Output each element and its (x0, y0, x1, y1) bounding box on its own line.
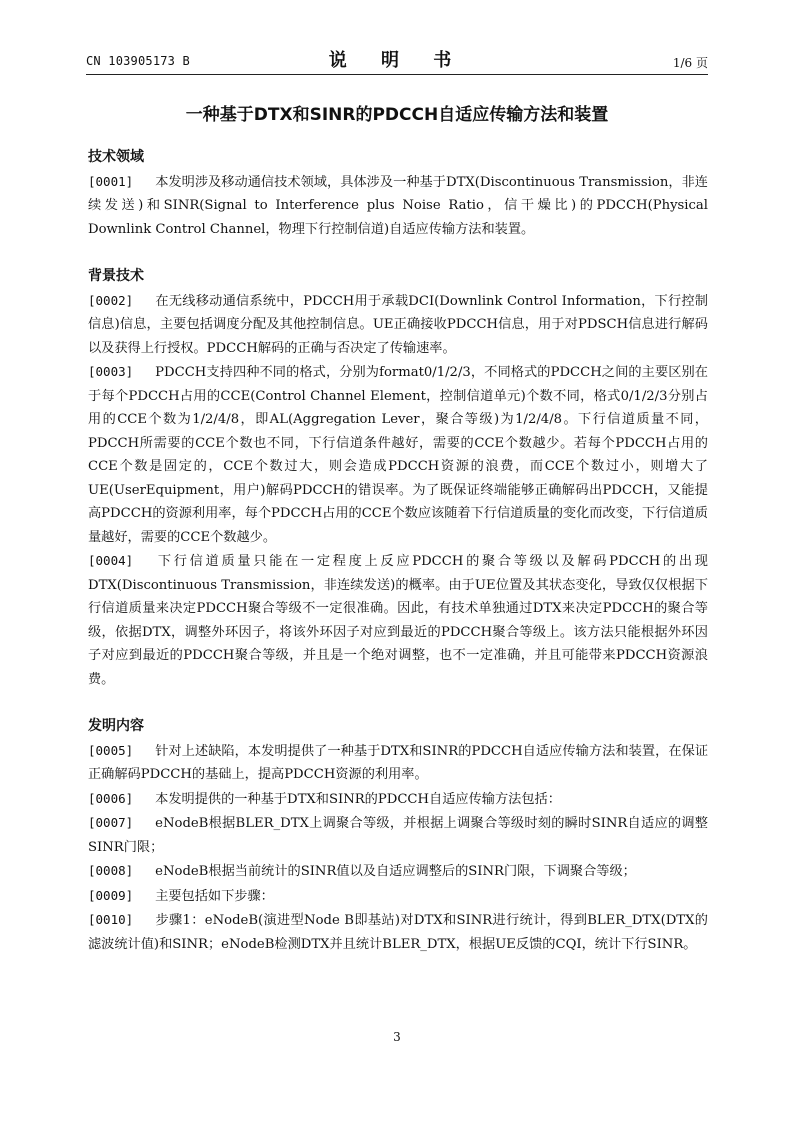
paragraph-text: 针对上述缺陷，本发明提供了一种基于DTX和SINR的PDCCH自适应传输方法和装置，在保证正确解码PDCCH的基础上，提高PDCCH资源的利用率。 (88, 743, 708, 782)
paragraph (88, 884, 708, 909)
paragraph-text: 在无线移动通信系统中，PDCCH用于承载DCI(Downlink Control Information，下行控制信息)信息，主要包括调度分配及其他控制信息。UE正确接收PDCCH信息，用于对PDSCH信息进行解码以及获得上行授权。PDCCH解码的正确与否决定了传输速率。 (88, 293, 708, 356)
paragraph-number: [0002] (88, 292, 134, 308)
paragraph-text: 下行信道质量只能在一定程度上反应PDCCH的聚合等级以及解码PDCCH的出现DTX(Discontinuous Transmission，非连续发送)的概率。由于UE位置及其状态变化，导致仅仅根据下行信道质量来决定PDCCH聚合等级不一定很准确。因此，有技术单独通过DTX来决定PDCCH的聚合等级，依据DTX，调整外环因子，将该外环因子对应到最近的PDCCH聚合等级上。该方法只能根据外环因子对应到最近的PDCCH聚合等级，并且是一个绝对调整，也不一定准确，并且可能带来PDCCH资源浪费。 (88, 554, 708, 687)
paragraph-number: [0003] (88, 364, 134, 379)
paragraph (88, 289, 708, 361)
paragraph-text: eNodeB根据BLER_DTX上调聚合等级，并根据上调聚合等级时刻的瞬时SINR自适应的调整SINR门限； (88, 816, 708, 855)
section-summary (88, 715, 708, 956)
paragraph-text: 步骤1：eNodeB(演进型Node B即基站)对DTX和SINR进行统计，得到BLER_DTX(DTX的滤波统计值)和SINR；eNodeB检测DTX并且统计BLER_DTX，根据UE反馈的CQI，统计下行SINR。 (88, 913, 708, 952)
paragraph (88, 787, 708, 812)
section-heading: 技术领域 (88, 149, 144, 165)
paragraph-number: [0010] (88, 912, 134, 927)
patent-number: CN 103905173 B (86, 54, 190, 68)
page-header (86, 44, 708, 75)
paragraph (88, 170, 708, 242)
section-background (88, 265, 708, 691)
paragraph-number: [0007] (88, 815, 134, 830)
paragraph-text: 本发明涉及移动通信技术领域，具体涉及一种基于DTX(Discontinuous Transmission，非连续发送)和SINR(Signal to Interference plus Noise Ratio，信干燥比)的PDCCH(Physical Downlink Control Channel，物理下行控制信道)自适应传输方法和装置。 (88, 174, 708, 237)
section-heading: 背景技术 (88, 268, 144, 284)
paragraph-number: [0001] (88, 173, 134, 189)
paragraph-text: eNodeB根据当前统计的SINR值以及自适应调整后的SINR门限，下调聚合等级； (155, 864, 636, 879)
paragraph-number: [0006] (88, 790, 134, 806)
paragraph (88, 739, 708, 787)
section-heading: 发明内容 (88, 718, 144, 734)
paragraph-text: 主要包括如下步骤： (155, 888, 274, 904)
paragraph-number: [0008] (88, 863, 134, 878)
document-type: 说 明 书 (328, 50, 466, 71)
document-title: 一种基于DTX和SINR的PDCCH自适应传输方法和装置 (185, 105, 609, 125)
paragraph (88, 908, 708, 956)
paragraph-text: PDCCH支持四种不同的格式，分别为format0/1/2/3，不同格式的PDCCH之间的主要区别在于每个PDCCH占用的CCE(Control Channel Element，控制信道单元)个数不同，格式0/1/2/3分别占用的CCE个数为1/2/4/8，即AL(Aggregation Lever，聚合等级)为1/2/4/8。下行信道质量不同，PDCCH所需要的CCE个数也不同，下行信道条件越好，需要的CCE个数越少。若每个PDCCH占用的CCE个数是固定的，CCE个数过大，则会造成PDCCH资源的浪费，而CCE个数过小，则增大了UE(UserEquipment，用户)解码PDCCH的错误率。为了既保证终端能够正确解码出PDCCH，又能提高PDCCH的资源利用率，每个PDCCH占用的CCE个数应该随着下行信道质量的变化而改变，下行信道质量越好，需要的CCE个数越少。 (88, 365, 708, 545)
paragraph (88, 549, 708, 691)
paragraph (88, 859, 708, 884)
paragraph (88, 360, 708, 549)
paragraph-number: [0004] (88, 553, 134, 568)
document-body (88, 146, 708, 956)
paragraph-number: [0005] (88, 742, 134, 758)
paragraph-number: [0009] (88, 887, 134, 903)
page-number: 3 (393, 1030, 401, 1044)
paragraph-text: 本发明提供的一种基于DTX和SINR的PDCCH自适应传输方法包括： (155, 791, 561, 807)
paragraph (88, 811, 708, 859)
section-technical-field (88, 146, 708, 241)
page-info: 1/6 页 (672, 56, 708, 70)
